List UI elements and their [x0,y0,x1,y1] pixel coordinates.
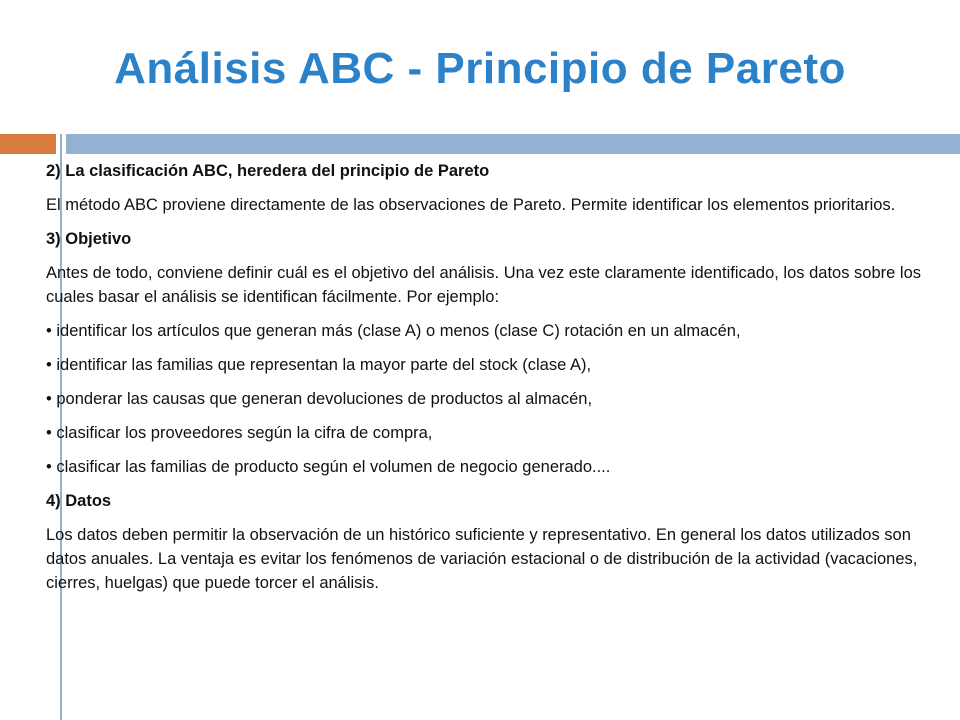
bullet-item: • clasificar las familias de producto según el volumen de negocio generado.... [46,458,611,476]
bullet-item: • identificar los artículos que generan más (clase A) o menos (clase C) rotación en un almacén, [46,322,741,340]
section-text-data: Los datos deben permitir la observación de un histórico suficiente y representativo. En general los datos utilizados son datos anuales. La ventaja es evitar los fenómenos de variación estacional o de distribución de la actividad (vacaciones, cierres, huelgas) que puede torcer el análisis. [46,526,918,592]
bullet-item: • clasificar los proveedores según la cifra de compra, [46,424,433,442]
slide-content [46,159,951,605]
bullet-item: • identificar las familias que representan la mayor parte del stock (clase A), [46,356,592,374]
section-heading-classification: 2) La clasificación ABC, heredera del principio de Pareto [46,162,490,180]
bullet-item: • ponderar las causas que generan devoluciones de productos al almacén, [46,390,593,408]
section-text-classification: El método ABC proviene directamente de las observaciones de Pareto. Permite identificar los elementos prioritarios. [46,196,896,214]
accent-bar-blue [66,134,960,154]
section-heading-data: 4) Datos [46,492,112,510]
slide-title: Análisis ABC - Principio de Pareto [114,44,846,93]
section-text-objective: Antes de todo, conviene definir cuál es el objetivo del análisis. Una vez este claramente identificado, los datos sobre los cuales basar el análisis se identifican fácilmente. Por ejemplo: [46,264,922,306]
accent-bar-orange [0,134,56,154]
section-heading-objective: 3) Objetivo [46,230,132,248]
